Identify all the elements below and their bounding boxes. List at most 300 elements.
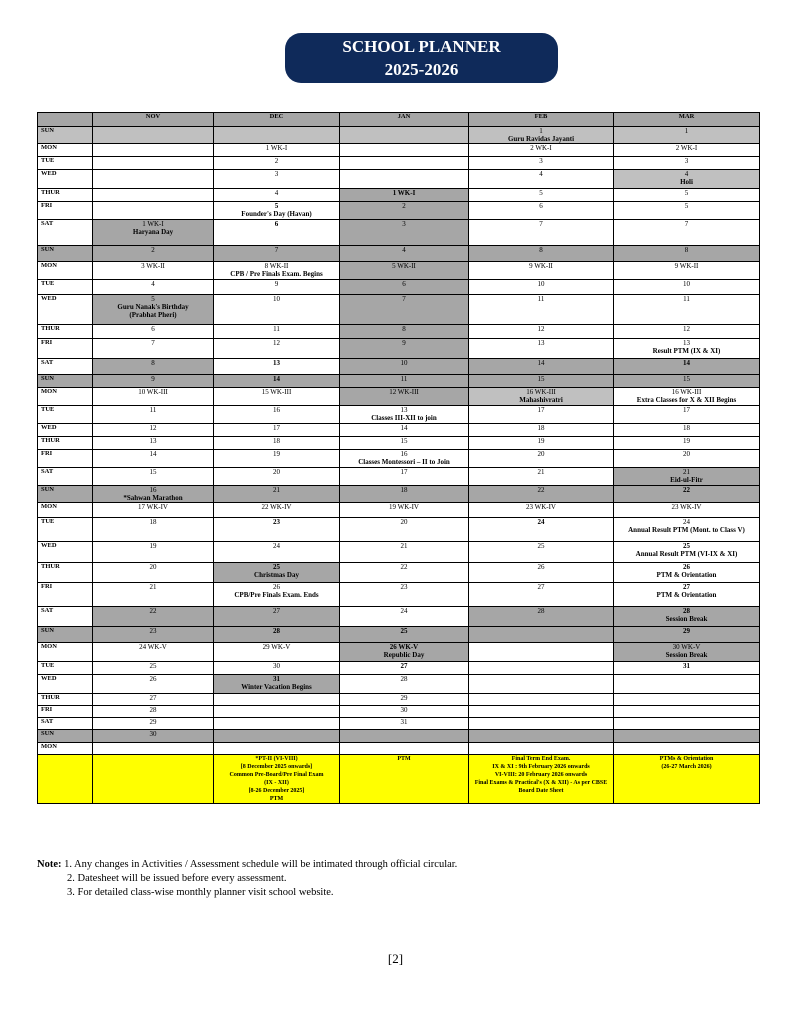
calendar-cell-feb [469,706,614,718]
day-row [38,706,760,718]
day-row [38,437,760,450]
calendar-cell-jan [340,718,469,730]
calendar-cell-nov [93,675,214,694]
date-number: 12 [273,339,280,347]
date-number: 17 [273,424,280,432]
day-row [38,202,760,220]
event-label: Winter Vacation Begins [241,683,312,691]
date-number: 20 [273,468,280,476]
calendar-cell-mar [614,437,760,450]
day-row [38,424,760,437]
weekday-label: SAT [38,718,93,730]
weekday-label: SUN [38,127,93,144]
summary-row [38,755,760,804]
calendar-cell-nov [93,743,214,755]
date-number: 26 [273,583,280,591]
calendar-cell-mar [614,450,760,468]
weekday-label: THUR [38,563,93,583]
date-number: 31 [273,675,280,683]
summary-cell [93,755,214,804]
date-number: 27 [400,662,408,670]
calendar-cell-mar [614,662,760,675]
date-number: 13 [683,339,690,347]
day-row [38,627,760,643]
calendar-cell-jan [340,518,469,542]
day-row [38,468,760,486]
weekday-label: TUE [38,518,93,542]
weekday-label: WED [38,170,93,189]
date-number: 22 [149,607,157,615]
event-label: Session Break [665,615,708,623]
summary-cell: PTM [340,755,469,804]
date-number: 5 [274,202,279,210]
weekday-label: TUE [38,157,93,170]
weekday-label: SAT [38,359,93,375]
weekday-label: THUR [38,694,93,706]
calendar-cell-mar [614,563,760,583]
date-number: 10 [273,295,280,303]
date-number: 9 [402,339,406,347]
calendar-cell-mar [614,202,760,220]
date-number: 7 [684,220,689,228]
calendar-cell-feb [469,583,614,607]
date-number: 17 [400,468,408,476]
calendar-cell-dec [214,607,340,627]
day-row [38,730,760,743]
day-row [38,262,760,280]
calendar-cell-dec [214,325,340,339]
date-number: 17 [537,406,545,414]
date-number: 31 [683,662,690,670]
date-number: 18 [537,424,545,432]
weekday-label: MON [38,643,93,662]
calendar-cell-mar [614,486,760,503]
weekday-label: WED [38,424,93,437]
date-number: 12 [537,325,545,333]
date-number: 26 [537,563,545,571]
event-label: CPB/Pre Finals Exam. Ends [234,591,319,599]
calendar-cell-dec [214,220,340,246]
day-row [38,127,760,144]
calendar-cell-dec [214,295,340,325]
calendar-cell-dec [214,583,340,607]
weekday-label: SUN [38,486,93,503]
weekday-label: SUN [38,246,93,262]
date-number: 3 [539,157,543,165]
calendar-cell-jan [340,375,469,388]
date-number: 30 [273,662,280,670]
calendar-cell-nov [93,730,214,743]
date-number: 6 [151,325,155,333]
calendar-cell-feb [469,339,614,359]
day-row [38,518,760,542]
calendar-cell-jan [340,468,469,486]
calendar-cell-dec [214,643,340,662]
date-number: 4 [684,170,689,178]
date-number: 1 [539,127,543,135]
planner-table [37,112,760,804]
calendar-cell-dec [214,202,340,220]
calendar-cell-feb [469,144,614,157]
date-number: 18 [400,486,408,494]
calendar-cell-jan [340,157,469,170]
weekday-label: THUR [38,437,93,450]
weekday-label: SUN [38,627,93,643]
calendar-cell-nov [93,437,214,450]
date-number: 21 [149,583,157,591]
date-number: 24 WK-V [139,643,167,651]
event-label: Mahashivratri [519,396,563,404]
calendar-cell-jan [340,339,469,359]
calendar-cell-dec [214,157,340,170]
calendar-cell-mar [614,325,760,339]
date-number: 4 [274,189,279,197]
note-item: 1. Any changes in Activities / Assessment schedule will be intimated through official circular. [64,859,458,870]
calendar-cell-feb [469,694,614,706]
day-row [38,375,760,388]
calendar-cell-nov [93,202,214,220]
date-number: 8 [684,246,689,254]
calendar-cell-dec [214,424,340,437]
date-number: 14 [400,424,408,432]
weekday-label: SAT [38,468,93,486]
date-number: 5 [684,202,689,210]
date-number: 3 [402,220,406,228]
summary-cell: Final Term End Exam. IX & XI : 9th February 2026 onwards VI-VIII: 20 February 2026 onwards Final Exams & Practical's (X & XII) - As per CBSE Board Date Sheet [469,755,614,804]
date-number: 17 [683,406,690,414]
calendar-cell-mar [614,503,760,518]
date-number: 6 [274,220,279,228]
calendar-cell-dec [214,662,340,675]
calendar-cell-nov [93,375,214,388]
date-number: 14 [273,375,280,383]
month-header-row [38,113,760,127]
calendar-cell-feb [469,127,614,144]
calendar-cell-mar [614,607,760,627]
date-number: 17 WK-IV [137,503,168,511]
event-label: Annual Result PTM (Mont. to Class V) [628,526,745,534]
month-header-jan: JAN [340,113,469,127]
calendar-cell-nov [93,694,214,706]
calendar-cell-nov [93,144,214,157]
day-row [38,503,760,518]
calendar-cell-nov [93,170,214,189]
event-label: Extra Classes for X & XII Begins [636,396,737,404]
calendar-cell-jan [340,246,469,262]
date-number: 11 [537,295,545,303]
date-number: 15 WK-III [261,388,292,396]
day-row [38,743,760,755]
date-number: 19 [273,450,280,458]
calendar-cell-jan [340,189,469,202]
date-number: 29 WK-V [262,643,291,651]
date-number: 16 [273,406,280,414]
date-number: 13 [149,437,157,445]
calendar-cell-dec [214,437,340,450]
planner-title-banner [285,33,558,83]
calendar-cell-mar [614,127,760,144]
day-row [38,189,760,202]
date-number: 9 WK-II [529,262,553,270]
date-number: 8 [151,359,155,367]
day-row [38,583,760,607]
date-number: 14 [683,359,690,367]
calendar-cell-jan [340,280,469,295]
date-number: 27 [273,607,280,615]
day-row [38,607,760,627]
event-label: Haryana Day [132,228,174,236]
date-number: 27 [149,694,157,702]
calendar-cell-dec [214,743,340,755]
date-number: 9 WK-II [674,262,699,270]
calendar-cell-jan [340,220,469,246]
date-number: 22 WK-IV [261,503,292,511]
date-number: 25 [149,662,157,670]
calendar-cell-mar [614,583,760,607]
calendar-cell-jan [340,295,469,325]
date-number: 2 [402,202,406,210]
calendar-cell-feb [469,437,614,450]
day-row [38,718,760,730]
calendar-cell-feb [469,220,614,246]
weekday-label: FRI [38,706,93,718]
calendar-cell-mar [614,189,760,202]
date-number: 4 [402,246,406,254]
weekday-label: SAT [38,220,93,246]
calendar-cell-jan [340,607,469,627]
date-number: 3 WK-II [141,262,165,270]
date-number: 4 [539,170,543,178]
date-number: 19 [683,437,690,445]
date-number: 12 WK-III [389,388,419,396]
calendar-cell-nov [93,406,214,424]
day-row [38,246,760,262]
date-number: 29 [400,694,408,702]
calendar-cell-dec [214,144,340,157]
date-number: 5 [151,295,155,303]
date-number: 11 [400,375,408,383]
calendar-cell-jan [340,486,469,503]
date-number: 28 [149,706,157,714]
date-number: 8 [539,246,543,254]
day-row [38,325,760,339]
calendar-cell-dec [214,189,340,202]
day-row [38,170,760,189]
date-number: 10 [400,359,408,367]
event-label: Guru Nanak's Birthday [117,303,189,311]
calendar-cell-jan [340,675,469,694]
date-number: 28 [683,607,690,615]
calendar-cell-mar [614,694,760,706]
date-number: 18 [149,518,157,526]
date-number: 15 [400,437,408,445]
calendar-cell-nov [93,127,214,144]
calendar-cell-dec [214,627,340,643]
calendar-cell-nov [93,339,214,359]
calendar-cell-jan [340,144,469,157]
calendar-cell-nov [93,220,214,246]
day-row [38,542,760,563]
day-row [38,563,760,583]
calendar-cell-mar [614,359,760,375]
date-number: 2 [151,246,155,254]
calendar-cell-jan [340,706,469,718]
date-number: 2 WK-I [675,144,698,152]
calendar-cell-mar [614,743,760,755]
calendar-cell-mar [614,718,760,730]
calendar-cell-mar [614,388,760,406]
date-number: 24 [683,518,690,526]
calendar-cell-dec [214,468,340,486]
date-number: 27 [537,583,545,591]
date-number: 11 [149,406,157,414]
calendar-cell-feb [469,662,614,675]
weekday-label: THUR [38,189,93,202]
calendar-cell-feb [469,388,614,406]
date-number: 18 [273,437,280,445]
event-label: CPB / Pre Finals Exam. Begins [230,270,323,278]
calendar-cell-dec [214,127,340,144]
calendar-cell-jan [340,450,469,468]
month-header-dec: DEC [214,113,340,127]
calendar-cell-mar [614,468,760,486]
date-number: 11 [683,295,690,303]
calendar-cell-feb [469,730,614,743]
weekday-label: FRI [38,583,93,607]
calendar-cell-feb [469,157,614,170]
calendar-cell-mar [614,246,760,262]
date-number: 5 [539,189,543,197]
calendar-cell-feb [469,542,614,563]
date-number: 1 WK-I [265,144,288,152]
weekday-label: MON [38,144,93,157]
calendar-cell-dec [214,246,340,262]
calendar-cell-nov [93,643,214,662]
date-number: 12 [683,325,690,333]
calendar-cell-dec [214,339,340,359]
date-number: 14 [149,450,157,458]
date-number: 11 [273,325,280,333]
calendar-cell-mar [614,706,760,718]
day-row [38,157,760,170]
date-number: 6 [539,202,543,210]
event-label: Session Break [665,651,708,659]
date-number: 3 [274,170,279,178]
date-number: 23 WK-IV [525,503,556,511]
calendar-cell-jan [340,406,469,424]
summary-cell: *PT-II (VI-VIII) [8 December 2025 onwards] Common Pre-Board/Pre Final Exam (IX - XII) [8-26 December 2025] PTM [214,755,340,804]
date-number: 15 [537,375,545,383]
title-line-2: 2025-2026 [384,60,459,79]
note-label: Note: [37,859,62,870]
calendar-cell-dec [214,280,340,295]
date-number: 25 [273,563,280,571]
calendar-cell-jan [340,359,469,375]
weekday-label: MON [38,262,93,280]
calendar-cell-dec [214,706,340,718]
calendar-cell-jan [340,730,469,743]
calendar-cell-feb [469,503,614,518]
date-number: 22 [400,563,408,571]
date-number: 19 [537,437,545,445]
calendar-cell-dec [214,518,340,542]
weekday-label: FRI [38,450,93,468]
day-row [38,295,760,325]
calendar-cell-feb [469,607,614,627]
date-number: 16 [149,486,157,494]
calendar-cell-mar [614,675,760,694]
weekday-label: WED [38,675,93,694]
weekday-label: TUE [38,662,93,675]
date-number: 19 [149,542,157,550]
calendar-cell-dec [214,675,340,694]
calendar-cell-jan [340,388,469,406]
calendar-cell-jan [340,583,469,607]
calendar-cell-feb [469,424,614,437]
note-item: 3. For detailed class-wise monthly planner visit school website. [67,887,334,898]
event-label: Classes III-XII to join [371,414,437,422]
calendar-cell-dec [214,730,340,743]
calendar-cell-mar [614,170,760,189]
weekday-label: MON [38,743,93,755]
calendar-cell-nov [93,706,214,718]
date-number: 30 WK-V [672,643,701,651]
date-number: 2 [274,157,279,165]
calendar-cell-mar [614,220,760,246]
date-number: 16 WK-III [671,388,702,396]
calendar-cell-dec [214,542,340,563]
calendar-cell-dec [214,388,340,406]
day-row [38,220,760,246]
day-row [38,359,760,375]
weekday-label: TUE [38,280,93,295]
event-label: Eid-ul-Fitr [670,476,703,484]
date-number: 2 WK-I [530,144,552,152]
date-number: 31 [400,718,408,726]
calendar-cell-dec [214,359,340,375]
calendar-cell-nov [93,607,214,627]
calendar-cell-feb [469,675,614,694]
date-number: 3 [684,157,689,165]
calendar-cell-feb [469,563,614,583]
date-number: 10 WK-III [138,388,168,396]
calendar-cell-dec [214,563,340,583]
calendar-cell-nov [93,157,214,170]
calendar-cell-nov [93,518,214,542]
calendar-cell-feb [469,468,614,486]
page-number: [2] [387,951,404,966]
date-number: 28 [273,627,280,635]
calendar-cell-dec [214,262,340,280]
date-number: 12 [149,424,157,432]
weekday-label: TUE [38,406,93,424]
calendar-cell-nov [93,246,214,262]
calendar-cell-dec [214,375,340,388]
date-number: 24 [273,542,280,550]
calendar-cell-feb [469,643,614,662]
date-number: 23 [273,518,280,526]
event-label: PTM & Orientation [656,591,717,599]
date-number: 25 [683,542,690,550]
calendar-cell-mar [614,295,760,325]
date-number: 28 [400,675,408,683]
date-number: 25 [400,627,408,635]
calendar-cell-mar [614,339,760,359]
calendar-cell-jan [340,325,469,339]
date-number: 1 WK-I [142,220,164,228]
calendar-cell-mar [614,144,760,157]
calendar-cell-feb [469,743,614,755]
